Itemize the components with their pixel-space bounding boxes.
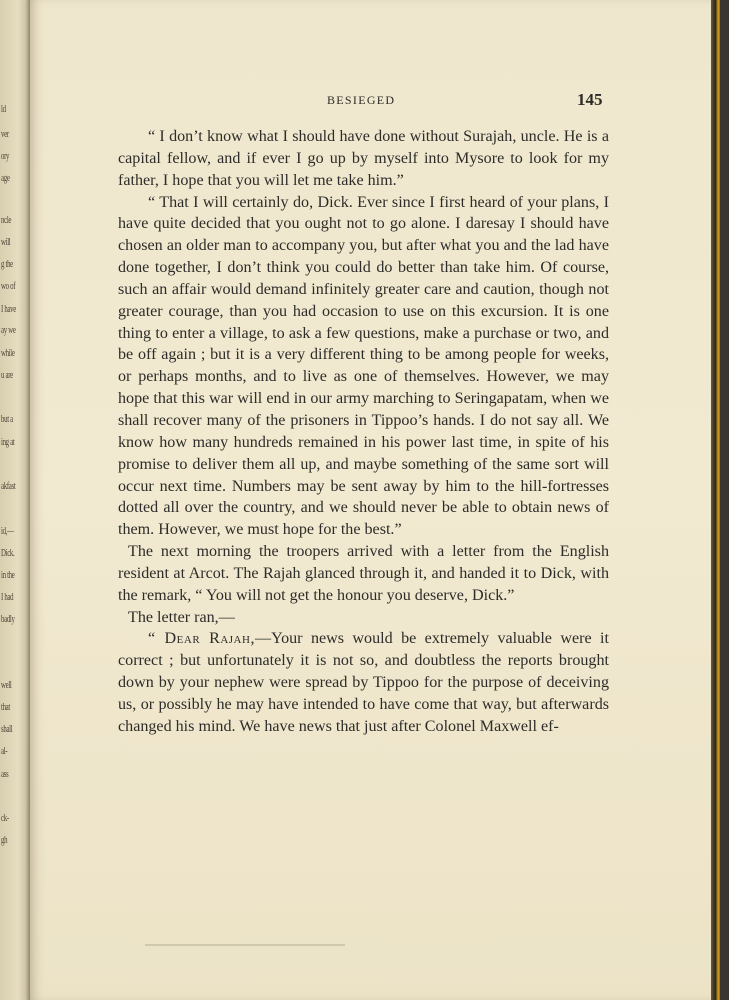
margin-fragment: akfast xyxy=(1,480,16,492)
margin-fragment: Dick. xyxy=(1,547,15,559)
page-stain xyxy=(145,944,345,946)
page-header xyxy=(30,90,720,112)
margin-fragment: al- xyxy=(1,745,8,757)
margin-fragment: ld xyxy=(1,103,6,115)
margin-fragment: u are xyxy=(1,369,13,381)
margin-fragment: ing at xyxy=(1,436,15,448)
margin-fragment: while xyxy=(1,347,15,359)
letter-salutation: “ Dear Rajah, xyxy=(148,630,255,648)
running-title: BESIEGED xyxy=(327,93,396,107)
margin-fragment: ver xyxy=(1,128,9,140)
margin-fragment: well xyxy=(1,679,12,691)
paragraph: “ That I will certainly do, Dick. Ever since I first heard of your plans, I have quite decided that you ought not to go alone. I daresay I should have chosen an older man to accompany you, but after what you and the lad have done together, I don’t think you could do better than take him. Of course, such an affair would demand infinitely greater care and caution, though not greater courage, than you had occasion to use on this excursion. It is one thing to enter a village, to ask a few questions, make a purchase or two, and be off again ; but it is a very different thing to be among people for weeks, or perhaps months, and to live as one of themselves. However, we may hope that this war will end in our army marching to Seringapatam, when we shall recover many of the prisoners in Tippoo’s hands. I do not say all. We know how many hundreds remained in his power last time, in spite of his promise to deliver them all up, and maybe something of the same sort will occur next time. Numbers may be sent away by him to the hill-fortresses dotted all over the country, and we should never be able to obtain news of them. However, we must hope for the best.” xyxy=(118,193,609,539)
facing-page-edge xyxy=(0,0,30,1000)
paragraph: “ I don’t know what I should have done without Surajah, uncle. He is a capital fellow, and if ever I go up by myself into Mysore to look for my father, I hope that you will let me take him.” xyxy=(118,128,609,189)
letter-paragraph xyxy=(118,628,609,737)
body-text xyxy=(118,126,609,738)
margin-fragment: will xyxy=(1,236,11,248)
margin-fragment: I had xyxy=(1,591,14,603)
margin-fragment: that xyxy=(1,701,10,713)
paragraph: The next morning the troopers arrived with a letter from the English resident at Arcot. The Rajah glanced through it, and handed it to Dick, with the remark, “ You will not get the honour you deserve, Dick.” xyxy=(118,543,609,604)
margin-fragment: I have xyxy=(1,303,16,315)
page-number: 145 xyxy=(577,90,603,109)
margin-fragment: ay we xyxy=(1,324,16,336)
margin-fragment: gh xyxy=(1,834,8,846)
margin-fragment: g the xyxy=(1,258,13,270)
margin-fragment: ncle xyxy=(1,214,12,226)
margin-fragment: but a xyxy=(1,413,13,425)
margin-fragment: in the xyxy=(1,569,15,581)
page-fore-edge xyxy=(711,0,720,1000)
book-page xyxy=(30,0,720,1000)
letter-body: —Your news would be extremely valuable were it correct ; but unfortunately it is not so, and doubtless the reports brought down by your nephew were spread by Tippoo for the purpose of deceiving us, or possibly he may have intended to have come that way, but afterwards changed his mind. We have news that just after Colonel Maxwell ef- xyxy=(118,630,609,735)
margin-fragment: ass xyxy=(1,768,9,780)
margin-fragment: age xyxy=(1,172,10,184)
margin-fragment: badly xyxy=(1,613,15,625)
paragraph: The letter ran,— xyxy=(128,608,235,626)
margin-fragment: id,— xyxy=(1,525,14,537)
margin-fragment: ory xyxy=(1,150,10,162)
margin-fragment: shall xyxy=(1,723,13,735)
margin-fragment: wo of xyxy=(1,280,16,292)
margin-fragment: ck- xyxy=(1,812,9,824)
